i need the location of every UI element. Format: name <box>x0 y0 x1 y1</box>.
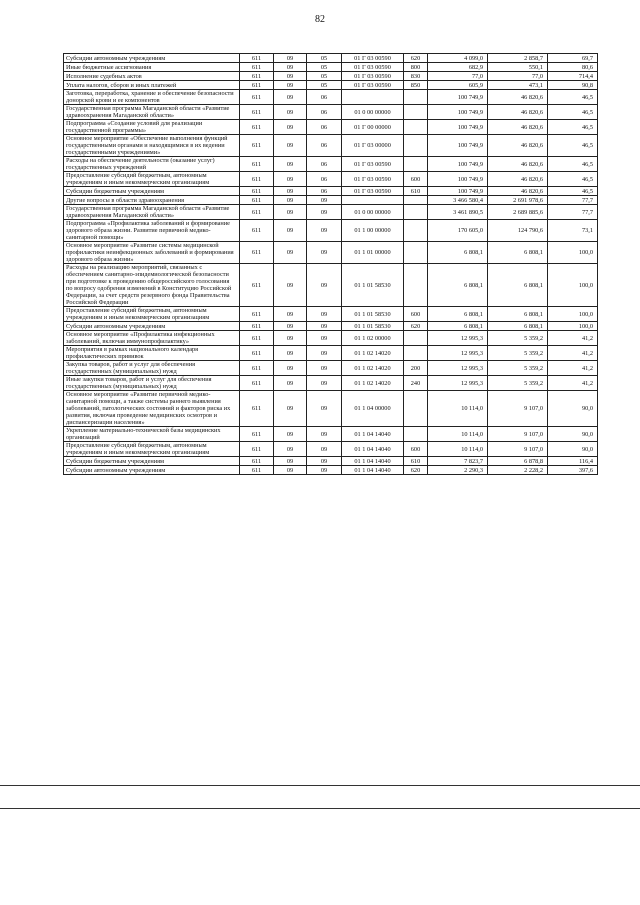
ministry-code: 611 <box>240 81 274 90</box>
plan-amount: 10 114,0 <box>428 442 488 457</box>
plan-amount: 2 290,3 <box>428 466 488 475</box>
executed-amount: 124 790,6 <box>488 220 548 242</box>
row-name: Субсидии бюджетным учреждениям <box>64 187 240 196</box>
expense-type: 610 <box>404 457 428 466</box>
ministry-code: 611 <box>240 105 274 120</box>
ministry-code: 611 <box>240 90 274 105</box>
ministry-code: 611 <box>240 264 274 307</box>
ministry-code: 611 <box>240 307 274 322</box>
plan-amount: 6 808,1 <box>428 322 488 331</box>
ministry-code: 611 <box>240 376 274 391</box>
table-row <box>64 105 598 120</box>
target-article: 01 1 01 58530 <box>342 322 404 331</box>
execution-percent: 714,4 <box>548 72 598 81</box>
plan-amount: 10 114,0 <box>428 427 488 442</box>
section-code: 09 <box>274 81 307 90</box>
ministry-code: 611 <box>240 457 274 466</box>
plan-amount: 100 749,9 <box>428 135 488 157</box>
section-code: 09 <box>274 466 307 475</box>
row-name: Расходы на обеспечение деятельности (оказание услуг) государственных учреждений <box>64 157 240 172</box>
table-row <box>64 196 598 205</box>
table-row <box>64 81 598 90</box>
expense-type <box>404 205 428 220</box>
table-row <box>64 220 598 242</box>
expense-type: 600 <box>404 172 428 187</box>
execution-percent: 90,0 <box>548 442 598 457</box>
table-row <box>64 466 598 475</box>
executed-amount: 46 820,6 <box>488 172 548 187</box>
ministry-code: 611 <box>240 172 274 187</box>
execution-percent: 100,0 <box>548 264 598 307</box>
section-code: 09 <box>274 54 307 63</box>
plan-amount: 100 749,9 <box>428 90 488 105</box>
execution-percent: 46,5 <box>548 135 598 157</box>
expense-type <box>404 105 428 120</box>
execution-percent: 77,7 <box>548 205 598 220</box>
execution-percent: 100,0 <box>548 242 598 264</box>
ministry-code: 611 <box>240 187 274 196</box>
execution-percent: 80,6 <box>548 63 598 72</box>
ministry-code: 611 <box>240 157 274 172</box>
table-row <box>64 187 598 196</box>
target-article: 01 Г 03 00590 <box>342 172 404 187</box>
subsection-code: 09 <box>307 466 342 475</box>
row-name: Предоставление субсидий бюджетным, автономным учреждениям и иным некоммерческим организациям <box>64 442 240 457</box>
subsection-code: 09 <box>307 242 342 264</box>
expense-type: 830 <box>404 72 428 81</box>
table-row <box>64 205 598 220</box>
expense-type: 850 <box>404 81 428 90</box>
executed-amount: 2 689 885,6 <box>488 205 548 220</box>
section-code: 09 <box>274 331 307 346</box>
table-row <box>64 361 598 376</box>
ministry-code: 611 <box>240 220 274 242</box>
table-row <box>64 307 598 322</box>
subsection-code: 09 <box>307 331 342 346</box>
execution-percent: 41,2 <box>548 376 598 391</box>
executed-amount: 46 820,6 <box>488 157 548 172</box>
section-code: 09 <box>274 63 307 72</box>
execution-percent: 46,5 <box>548 120 598 135</box>
section-code: 09 <box>274 72 307 81</box>
execution-percent: 41,2 <box>548 331 598 346</box>
row-name: Укрепление материально-технической базы медицинских организаций <box>64 427 240 442</box>
expense-type <box>404 135 428 157</box>
row-name: Иные закупки товаров, работ и услуг для обеспечения государственных (муниципальных) нужд <box>64 376 240 391</box>
expense-type: 240 <box>404 376 428 391</box>
subsection-code: 09 <box>307 220 342 242</box>
target-article: 01 Г 03 00000 <box>342 135 404 157</box>
ministry-code: 611 <box>240 63 274 72</box>
executed-amount: 5 359,2 <box>488 361 548 376</box>
section-code: 09 <box>274 457 307 466</box>
table-row <box>64 322 598 331</box>
section-code: 09 <box>274 205 307 220</box>
row-name: Государственная программа Магаданской области «Развитие здравоохранения Магаданской области» <box>64 105 240 120</box>
ministry-code: 611 <box>240 135 274 157</box>
ministry-code: 611 <box>240 120 274 135</box>
section-code: 09 <box>274 376 307 391</box>
ministry-code: 611 <box>240 391 274 427</box>
expense-type <box>404 90 428 105</box>
table-row <box>64 72 598 81</box>
row-name: Государственная программа Магаданской области «Развитие здравоохранения Магаданской области» <box>64 205 240 220</box>
target-article: 01 1 02 14020 <box>342 346 404 361</box>
expense-type <box>404 427 428 442</box>
expense-type <box>404 391 428 427</box>
subsection-code: 06 <box>307 135 342 157</box>
section-code: 09 <box>274 361 307 376</box>
execution-percent: 41,2 <box>548 346 598 361</box>
plan-amount: 12 995,3 <box>428 376 488 391</box>
section-code: 09 <box>274 307 307 322</box>
row-name: Субсидии бюджетным учреждениям <box>64 457 240 466</box>
subsection-code: 09 <box>307 264 342 307</box>
section-code: 09 <box>274 135 307 157</box>
plan-amount: 3 466 580,4 <box>428 196 488 205</box>
subsection-code: 09 <box>307 346 342 361</box>
section-code: 09 <box>274 187 307 196</box>
subsection-code: 06 <box>307 172 342 187</box>
row-name: Основное мероприятие «Обеспечение выполнения функций государственными органами и находящимися в их ведении государственными учреждениями» <box>64 135 240 157</box>
executed-amount: 550,1 <box>488 63 548 72</box>
executed-amount: 46 820,6 <box>488 120 548 135</box>
expense-type: 620 <box>404 54 428 63</box>
target-article: 01 1 04 14040 <box>342 427 404 442</box>
plan-amount: 100 749,9 <box>428 187 488 196</box>
section-code: 09 <box>274 346 307 361</box>
section-code: 09 <box>274 120 307 135</box>
ministry-code: 611 <box>240 196 274 205</box>
subsection-code: 05 <box>307 81 342 90</box>
table-row <box>64 172 598 187</box>
ministry-code: 611 <box>240 72 274 81</box>
table-row <box>64 90 598 105</box>
expense-type <box>404 196 428 205</box>
target-article: 01 1 02 14020 <box>342 361 404 376</box>
footer-rule <box>0 808 640 809</box>
plan-amount: 6 808,1 <box>428 242 488 264</box>
subsection-code: 09 <box>307 442 342 457</box>
target-article: 01 1 01 58530 <box>342 307 404 322</box>
ministry-code: 611 <box>240 442 274 457</box>
expense-type: 620 <box>404 322 428 331</box>
executed-amount: 6 878,8 <box>488 457 548 466</box>
execution-percent: 69,7 <box>548 54 598 63</box>
execution-percent: 46,5 <box>548 172 598 187</box>
target-article: 01 Г 03 00590 <box>342 54 404 63</box>
target-article: 01 1 01 00000 <box>342 242 404 264</box>
executed-amount: 46 820,6 <box>488 105 548 120</box>
section-code: 09 <box>274 172 307 187</box>
target-article: 01 1 04 14040 <box>342 442 404 457</box>
row-name: Основное мероприятие «Профилактика инфекционных заболеваний, включая иммунопрофилактику» <box>64 331 240 346</box>
row-name: Субсидии автономным учреждениям <box>64 466 240 475</box>
execution-percent: 116,4 <box>548 457 598 466</box>
section-code: 09 <box>274 157 307 172</box>
footer-rule <box>0 785 640 786</box>
expense-type <box>404 120 428 135</box>
execution-percent: 90,0 <box>548 427 598 442</box>
subsection-code: 06 <box>307 157 342 172</box>
execution-percent: 90,0 <box>548 391 598 427</box>
subsection-code: 09 <box>307 457 342 466</box>
plan-amount: 170 605,0 <box>428 220 488 242</box>
expense-type: 610 <box>404 187 428 196</box>
executed-amount: 6 808,1 <box>488 307 548 322</box>
ministry-code: 611 <box>240 427 274 442</box>
plan-amount: 6 808,1 <box>428 264 488 307</box>
row-name: Предоставление субсидий бюджетным, автономным учреждениям и иным некоммерческим организациям <box>64 307 240 322</box>
execution-percent: 100,0 <box>548 322 598 331</box>
subsection-code: 09 <box>307 391 342 427</box>
section-code: 09 <box>274 196 307 205</box>
expense-type: 600 <box>404 442 428 457</box>
ministry-code: 611 <box>240 346 274 361</box>
target-article: 01 Г 03 00590 <box>342 81 404 90</box>
plan-amount: 100 749,9 <box>428 120 488 135</box>
executed-amount: 77,0 <box>488 72 548 81</box>
row-name: Другие вопросы в области здравоохранения <box>64 196 240 205</box>
plan-amount: 605,9 <box>428 81 488 90</box>
target-article: 01 1 04 00000 <box>342 391 404 427</box>
table-row <box>64 135 598 157</box>
ministry-code: 611 <box>240 322 274 331</box>
subsection-code: 05 <box>307 72 342 81</box>
plan-amount: 100 749,9 <box>428 172 488 187</box>
table-row <box>64 54 598 63</box>
plan-amount: 6 808,1 <box>428 307 488 322</box>
execution-percent: 46,5 <box>548 157 598 172</box>
table-row <box>64 427 598 442</box>
table-row <box>64 242 598 264</box>
row-name: Субсидии автономным учреждениям <box>64 322 240 331</box>
target-article: 01 Г 00 00000 <box>342 120 404 135</box>
subsection-code: 09 <box>307 427 342 442</box>
budget-table <box>63 53 598 475</box>
table-row <box>64 331 598 346</box>
plan-amount: 10 114,0 <box>428 391 488 427</box>
table-row <box>64 157 598 172</box>
expense-type <box>404 242 428 264</box>
table-row <box>64 264 598 307</box>
executed-amount: 5 359,2 <box>488 331 548 346</box>
plan-amount: 3 461 890,5 <box>428 205 488 220</box>
target-article <box>342 196 404 205</box>
expense-type: 200 <box>404 361 428 376</box>
execution-percent: 73,1 <box>548 220 598 242</box>
subsection-code: 09 <box>307 307 342 322</box>
executed-amount: 46 820,6 <box>488 135 548 157</box>
executed-amount: 5 359,2 <box>488 346 548 361</box>
expense-type: 600 <box>404 307 428 322</box>
row-name: Предоставление субсидий бюджетным, автономным учреждениям и иным некоммерческим организациям <box>64 172 240 187</box>
row-name: Иные бюджетные ассигнования <box>64 63 240 72</box>
plan-amount: 100 749,9 <box>428 105 488 120</box>
executed-amount: 46 820,6 <box>488 187 548 196</box>
executed-amount: 9 107,0 <box>488 391 548 427</box>
page-number: 82 <box>315 14 325 25</box>
target-article: 01 1 01 58530 <box>342 264 404 307</box>
table-row <box>64 442 598 457</box>
expense-type: 620 <box>404 466 428 475</box>
subsection-code: 05 <box>307 63 342 72</box>
row-name: Субсидии автономным учреждениям <box>64 54 240 63</box>
expense-type <box>404 264 428 307</box>
row-name: Закупка товаров, работ и услуг для обеспечения государственных (муниципальных) нужд <box>64 361 240 376</box>
plan-amount: 7 823,7 <box>428 457 488 466</box>
ministry-code: 611 <box>240 466 274 475</box>
executed-amount: 473,1 <box>488 81 548 90</box>
table-row <box>64 346 598 361</box>
section-code: 09 <box>274 105 307 120</box>
target-article: 01 1 04 14040 <box>342 466 404 475</box>
plan-amount: 100 749,9 <box>428 157 488 172</box>
target-article: 01 1 02 00000 <box>342 331 404 346</box>
plan-amount: 682,9 <box>428 63 488 72</box>
execution-percent: 397,6 <box>548 466 598 475</box>
execution-percent: 77,7 <box>548 196 598 205</box>
table-row <box>64 120 598 135</box>
target-article: 01 Г 03 00590 <box>342 72 404 81</box>
row-name: Подпрограмма «Создание условий для реализации государственной программы» <box>64 120 240 135</box>
ministry-code: 611 <box>240 331 274 346</box>
target-article: 01 1 02 14020 <box>342 376 404 391</box>
row-name: Расходы на реализацию мероприятий, связанных с обеспечением санитарно-эпидемиологической безопасности при подготовке к проведению общероссийского голосования по вопросу одобрения изменений в Конституцию Российской Федерации, за счет средств резервного фонда Правительства Российской Федерации <box>64 264 240 307</box>
subsection-code: 09 <box>307 361 342 376</box>
executed-amount: 9 107,0 <box>488 427 548 442</box>
subsection-code: 06 <box>307 90 342 105</box>
execution-percent: 46,5 <box>548 105 598 120</box>
expense-type <box>404 220 428 242</box>
section-code: 09 <box>274 442 307 457</box>
subsection-code: 05 <box>307 54 342 63</box>
subsection-code: 09 <box>307 322 342 331</box>
executed-amount: 46 820,6 <box>488 90 548 105</box>
row-name: Мероприятия в рамках национального календаря профилактических прививок <box>64 346 240 361</box>
ministry-code: 611 <box>240 54 274 63</box>
executed-amount: 2 691 978,6 <box>488 196 548 205</box>
section-code: 09 <box>274 242 307 264</box>
execution-percent: 46,5 <box>548 90 598 105</box>
table-row <box>64 63 598 72</box>
subsection-code: 06 <box>307 105 342 120</box>
row-name: Уплата налогов, сборов и иных платежей <box>64 81 240 90</box>
executed-amount: 2 228,2 <box>488 466 548 475</box>
target-article: 01 0 00 00000 <box>342 205 404 220</box>
executed-amount: 2 858,7 <box>488 54 548 63</box>
section-code: 09 <box>274 427 307 442</box>
ministry-code: 611 <box>240 242 274 264</box>
ministry-code: 611 <box>240 361 274 376</box>
subsection-code: 09 <box>307 196 342 205</box>
executed-amount: 9 107,0 <box>488 442 548 457</box>
target-article: 01 1 04 14040 <box>342 457 404 466</box>
subsection-code: 09 <box>307 376 342 391</box>
row-name: Заготовка, переработка, хранение и обеспечение безопасности донорской крови и ее компонентов <box>64 90 240 105</box>
table-row <box>64 376 598 391</box>
target-article <box>342 90 404 105</box>
table-row <box>64 457 598 466</box>
expense-type <box>404 157 428 172</box>
target-article: 01 Г 03 00590 <box>342 63 404 72</box>
expense-type <box>404 331 428 346</box>
target-article: 01 1 00 00000 <box>342 220 404 242</box>
plan-amount: 12 995,3 <box>428 361 488 376</box>
plan-amount: 77,0 <box>428 72 488 81</box>
expense-type <box>404 346 428 361</box>
section-code: 09 <box>274 264 307 307</box>
target-article: 01 Г 03 00590 <box>342 187 404 196</box>
executed-amount: 5 359,2 <box>488 376 548 391</box>
expense-type: 800 <box>404 63 428 72</box>
table-row <box>64 391 598 427</box>
executed-amount: 6 808,1 <box>488 242 548 264</box>
plan-amount: 12 995,3 <box>428 346 488 361</box>
subsection-code: 06 <box>307 187 342 196</box>
ministry-code: 611 <box>240 205 274 220</box>
row-name: Основное мероприятие «Развитие первичной медико-санитарной помощи, а также системы раннего выявления заболеваний, патологических состояний и факторов риска их развития, включая проведение медицинских осмотров и диспансеризации населения» <box>64 391 240 427</box>
section-code: 09 <box>274 391 307 427</box>
section-code: 09 <box>274 220 307 242</box>
subsection-code: 09 <box>307 205 342 220</box>
execution-percent: 41,2 <box>548 361 598 376</box>
plan-amount: 4 099,0 <box>428 54 488 63</box>
row-name: Основное мероприятие «Развитие системы медицинской профилактики неинфекционных заболеваний и формирования здорового образа жизни» <box>64 242 240 264</box>
execution-percent: 90,8 <box>548 81 598 90</box>
section-code: 09 <box>274 322 307 331</box>
target-article: 01 0 00 00000 <box>342 105 404 120</box>
row-name: Подпрограмма «Профилактика заболеваний и формирование здорового образа жизни. Развитие первичной медико-санитарной помощи» <box>64 220 240 242</box>
executed-amount: 6 808,1 <box>488 322 548 331</box>
target-article: 01 Г 03 00590 <box>342 157 404 172</box>
execution-percent: 100,0 <box>548 307 598 322</box>
row-name: Исполнение судебных актов <box>64 72 240 81</box>
subsection-code: 06 <box>307 120 342 135</box>
executed-amount: 6 808,1 <box>488 264 548 307</box>
execution-percent: 46,5 <box>548 187 598 196</box>
plan-amount: 12 995,3 <box>428 331 488 346</box>
section-code: 09 <box>274 90 307 105</box>
